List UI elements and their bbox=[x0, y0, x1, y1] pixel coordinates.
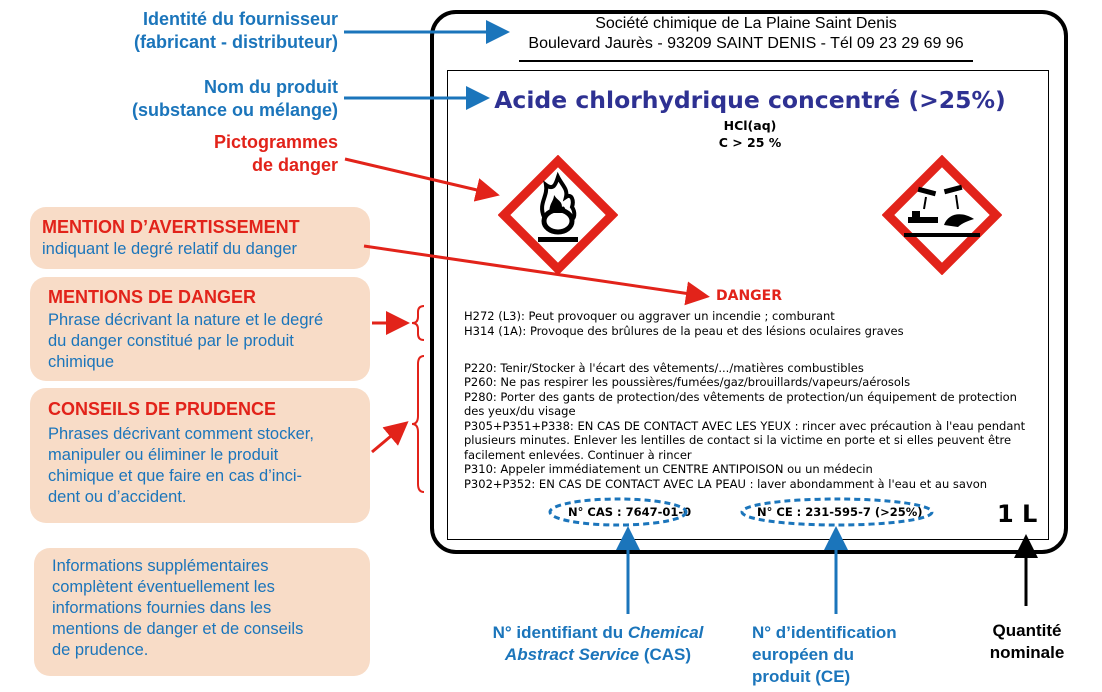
pictogram-arrow bbox=[345, 159, 494, 194]
precaution-line-6: plusieurs minutes. Enlever les lentilles de contact si la victime en porte et si elles peuvent être bbox=[464, 433, 1012, 447]
product-formula: HCl(aq) bbox=[723, 118, 777, 133]
ce-caption-line2: européen du bbox=[752, 645, 855, 664]
signal-word: DANGER bbox=[716, 288, 783, 304]
precaution-box-line: dent ou d’accident. bbox=[48, 488, 187, 506]
precaution-line-4: des yeux/du visage bbox=[464, 404, 576, 418]
hazard-brace bbox=[412, 306, 424, 340]
hazard-box-line: Phrase décrivant la nature et le degré bbox=[48, 311, 324, 329]
ce-caption-line1: N° d’identification bbox=[752, 623, 897, 642]
cas-caption-prefix: N° identifiant du bbox=[492, 623, 628, 642]
cas-ellipse bbox=[550, 499, 686, 525]
hazard-box-line: chimique bbox=[48, 353, 115, 371]
label-supplier-name: Société chimique de La Plaine Saint Denis bbox=[595, 15, 897, 32]
product-concentration: C > 25 % bbox=[718, 135, 782, 150]
hazard-statement-1: H272 (L3): Peut provoquer ou aggraver un incendie ; comburant bbox=[464, 309, 835, 323]
cas-caption-italic-2: Abstract Service bbox=[504, 645, 640, 664]
ce-number: N° CE : 231-595-7 (>25%) bbox=[757, 505, 923, 519]
precaution-box-line: manipuler ou éliminer le produit bbox=[48, 446, 279, 464]
ce-ellipse bbox=[742, 499, 932, 525]
precaution-box-line: chimique et que faire en cas d’inci- bbox=[48, 467, 303, 485]
supplementary-box-line: informations fournies dans les bbox=[52, 599, 272, 617]
supplementary-box-line: Informations supplémentaires bbox=[52, 557, 269, 575]
pictograms-callout-line1: Pictogrammes bbox=[213, 132, 338, 152]
quantity-caption-line1: Quantité bbox=[992, 621, 1062, 640]
precaution-box-line: Phrases décrivant comment stocker, bbox=[48, 425, 314, 443]
precaution-line-1: P220: Tenir/Stocker à l'écart des vêtements/.../matières combustibles bbox=[464, 361, 864, 375]
supplementary-box-line: complètent éventuellement les bbox=[52, 578, 275, 596]
precaution-brace bbox=[412, 356, 424, 492]
pictograms-callout-line2: de danger bbox=[251, 155, 338, 175]
precaution-line-9: P302+P352: EN CAS DE CONTACT AVEC LA PEAU : laver abondamment à l'eau et au savon bbox=[464, 477, 988, 491]
product-callout-line2: (substance ou mélange) bbox=[131, 100, 338, 120]
precaution-line-3: P280: Porter des gants de protection/des vêtements de protection/un équipement de protection bbox=[464, 390, 1017, 404]
product-name: Acide chlorhydrique concentré (>25%) bbox=[494, 86, 1006, 114]
quantity-caption-line2: nominale bbox=[989, 643, 1065, 662]
cas-caption-suffix: (CAS) bbox=[639, 645, 692, 664]
product-callout-line1: Nom du produit bbox=[204, 77, 338, 97]
supplier-callout-line2: (fabricant - distributeur) bbox=[133, 32, 338, 52]
warning-box-title: MENTION D’AVERTISSEMENT bbox=[42, 217, 300, 237]
precaution-line-8: P310: Appeler immédiatement un CENTRE ANTIPOISON ou un médecin bbox=[464, 462, 873, 476]
supplier-callout-line1: Identité du fournisseur bbox=[142, 9, 338, 29]
ce-caption-line3: produit (CE) bbox=[752, 667, 851, 686]
signal-word-arrow bbox=[364, 246, 704, 296]
hazard-box-line: du danger constitué par le produit bbox=[48, 332, 294, 350]
nominal-quantity: 1 L bbox=[997, 500, 1038, 528]
precaution-line-2: P260: Ne pas respirer les poussières/fumées/gaz/brouillards/vapeurs/aérosols bbox=[464, 375, 911, 389]
cas-number: N° CAS : 7647-01-0 bbox=[568, 505, 692, 519]
hazard-box-title: MENTIONS DE DANGER bbox=[48, 287, 257, 307]
supplementary-box-line: mentions de danger et de conseils bbox=[52, 620, 304, 638]
precaution-line-7: facilement enlevées. Continuer à rincer bbox=[464, 448, 692, 462]
hazard-statement-2: H314 (1A): Provoque des brûlures de la peau et des lésions oculaires graves bbox=[464, 324, 904, 338]
warning-box-text: indiquant le degré relatif du danger bbox=[42, 240, 298, 258]
supplementary-box-line: de prudence. bbox=[52, 641, 149, 659]
precaution-arrow bbox=[372, 425, 404, 452]
label-supplier-address: Boulevard Jaurès - 93209 SAINT DENIS - Tél 09 23 29 69 96 bbox=[528, 35, 964, 52]
precaution-line-5: P305+P351+P338: EN CAS DE CONTACT AVEC LES YEUX : rincer avec précaution à l'eau pendant bbox=[464, 419, 1026, 433]
precaution-box-title: CONSEILS DE PRUDENCE bbox=[48, 399, 277, 419]
cas-caption-italic-1: Chemical bbox=[627, 623, 704, 642]
